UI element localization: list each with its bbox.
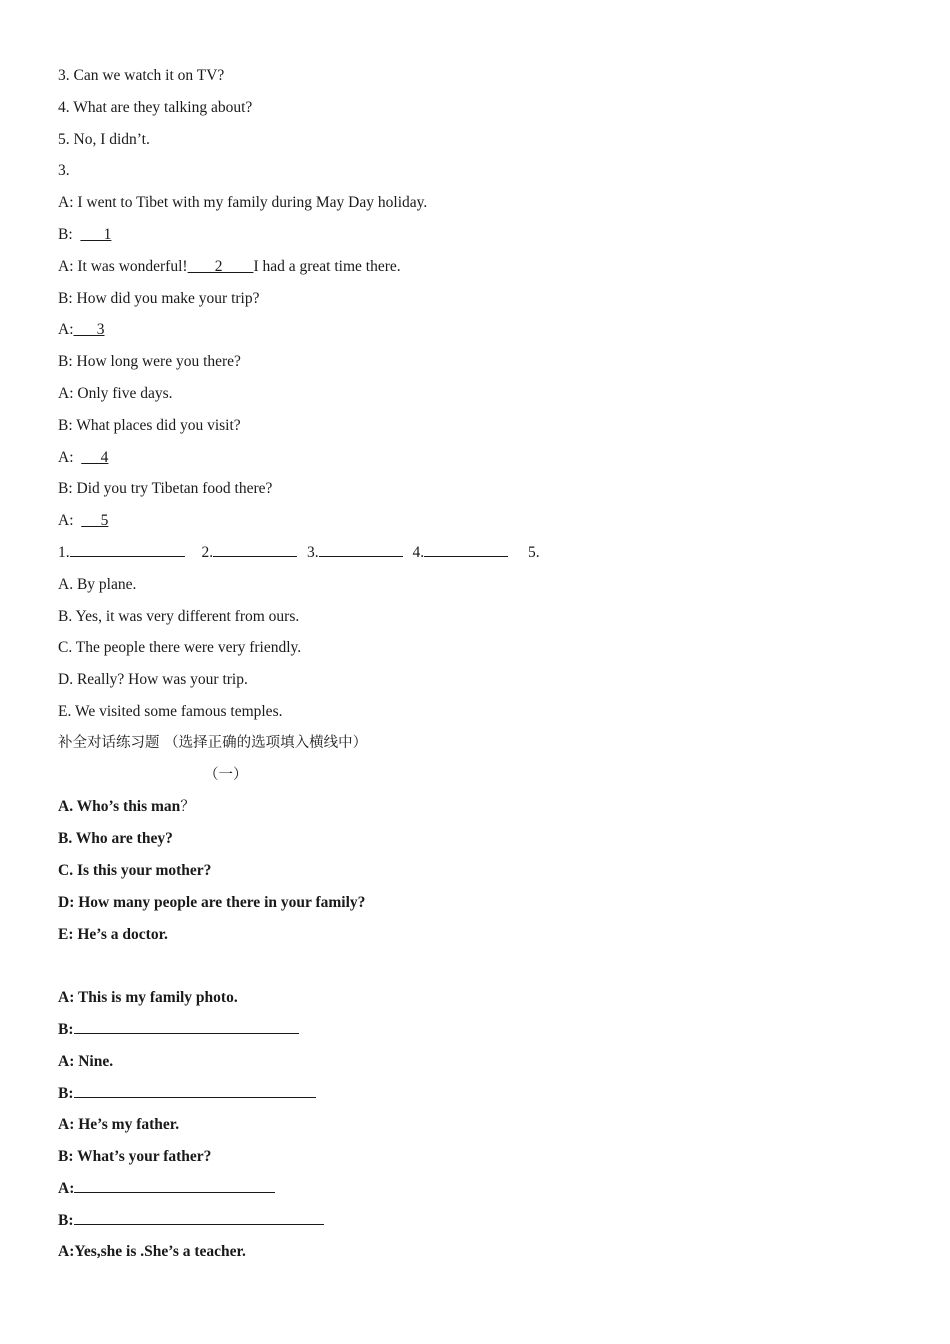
blank-2[interactable]: 2 (187, 257, 254, 275)
dialog-line-3 (58, 251, 918, 283)
dialog-line-7: A: Only five days. (58, 384, 173, 402)
dialog-option-e: E: He’s a doctor. (58, 925, 168, 943)
dialog-option-a (58, 791, 918, 823)
answer-label-2: 2. (201, 543, 214, 561)
dialog-line-4: B: How did you make your trip? (58, 289, 260, 307)
option-e: E. We visited some famous temples. (58, 702, 283, 720)
blank-3[interactable]: 3 (73, 321, 105, 339)
blank-5[interactable]: 5 (81, 512, 109, 530)
option-b: B. Yes, it was very different from ours. (58, 607, 300, 625)
dialog-line-8: B: What places did you visit? (58, 416, 241, 434)
fill-blank-3[interactable] (74, 1176, 275, 1193)
answer-blank-3[interactable] (319, 540, 403, 557)
speaker-a: A: (58, 321, 74, 339)
worksheet-page (58, 60, 918, 1268)
speaker-a: A: (58, 1179, 75, 1197)
dialog-option-a-tail: ？ (180, 799, 195, 816)
subsection-label: （一） (204, 766, 248, 783)
dialog-line-2 (58, 219, 918, 251)
speaker-b: B: (58, 225, 81, 243)
dialog-line-10: B: Did you try Tibetan food there? (58, 480, 273, 498)
dialog-option-d: D: How many people are there in your family? (58, 893, 366, 911)
dialog-option-c: C. Is this your mother? (58, 861, 212, 879)
family-dialog-4 (58, 1078, 918, 1110)
family-dialog-1: A: This is my family photo. (58, 989, 238, 1007)
family-dialog-6: B: What’s your father? (58, 1148, 212, 1166)
answer-label-1: 1. (58, 543, 70, 561)
answer-row (58, 537, 918, 569)
option-c: C. The people there were very friendly. (58, 639, 302, 657)
question-3: 3. Can we watch it on TV? (58, 67, 225, 84)
fill-blank-1[interactable] (74, 1017, 299, 1034)
option-d: D. Really? How was your trip. (58, 671, 248, 689)
answer-blank-1[interactable] (70, 540, 185, 557)
speaker-a: A: (58, 512, 82, 530)
line-3-suffix: I had a great time there. (253, 257, 401, 275)
option-a: A. By plane. (58, 575, 137, 593)
speaker-b: B: (58, 1084, 74, 1102)
family-dialog-3: A: Nine. (58, 1052, 114, 1070)
family-dialog-8 (58, 1205, 918, 1237)
dialog-option-b: B. Who are they? (58, 830, 173, 848)
question-4: 4. What are they talking about? (58, 98, 253, 116)
answer-label-3: 3. (307, 543, 319, 561)
spacer (58, 950, 918, 982)
blank-4[interactable]: 4 (81, 448, 109, 466)
family-dialog-2 (58, 1014, 918, 1046)
family-dialog-7 (58, 1173, 918, 1205)
speaker-a: A: (58, 448, 82, 466)
answer-label-5: 5. (528, 543, 540, 561)
line-3-prefix: A: It was wonderful! (58, 257, 188, 275)
section-3-number: 3. (58, 162, 70, 180)
blank-1[interactable]: 1 (80, 225, 112, 243)
fill-blank-4[interactable] (74, 1208, 324, 1225)
dialog-line-5 (58, 314, 918, 346)
question-5: 5. No, I didn’t. (58, 130, 150, 148)
section-title: 补全对话练习题 （选择正确的选项填入横线中） (58, 734, 368, 751)
family-dialog-5: A: He’s my father. (58, 1116, 180, 1134)
dialog-line-1: A: I went to Tibet with my family during May Day holiday. (58, 194, 428, 212)
answer-blank-4[interactable] (424, 540, 508, 557)
fill-blank-2[interactable] (74, 1081, 316, 1098)
dialog-line-9 (58, 442, 918, 474)
dialog-option-a-text: A. Who’s this man (58, 798, 181, 816)
speaker-b: B: (58, 1020, 74, 1038)
family-dialog-9: A:Yes,she is .She’s a teacher. (58, 1243, 246, 1261)
speaker-b: B: (58, 1211, 74, 1229)
dialog-line-6: B: How long were you there? (58, 353, 241, 371)
answer-label-4: 4. (412, 543, 425, 561)
dialog-line-11 (58, 505, 918, 537)
answer-blank-2[interactable] (213, 540, 297, 557)
